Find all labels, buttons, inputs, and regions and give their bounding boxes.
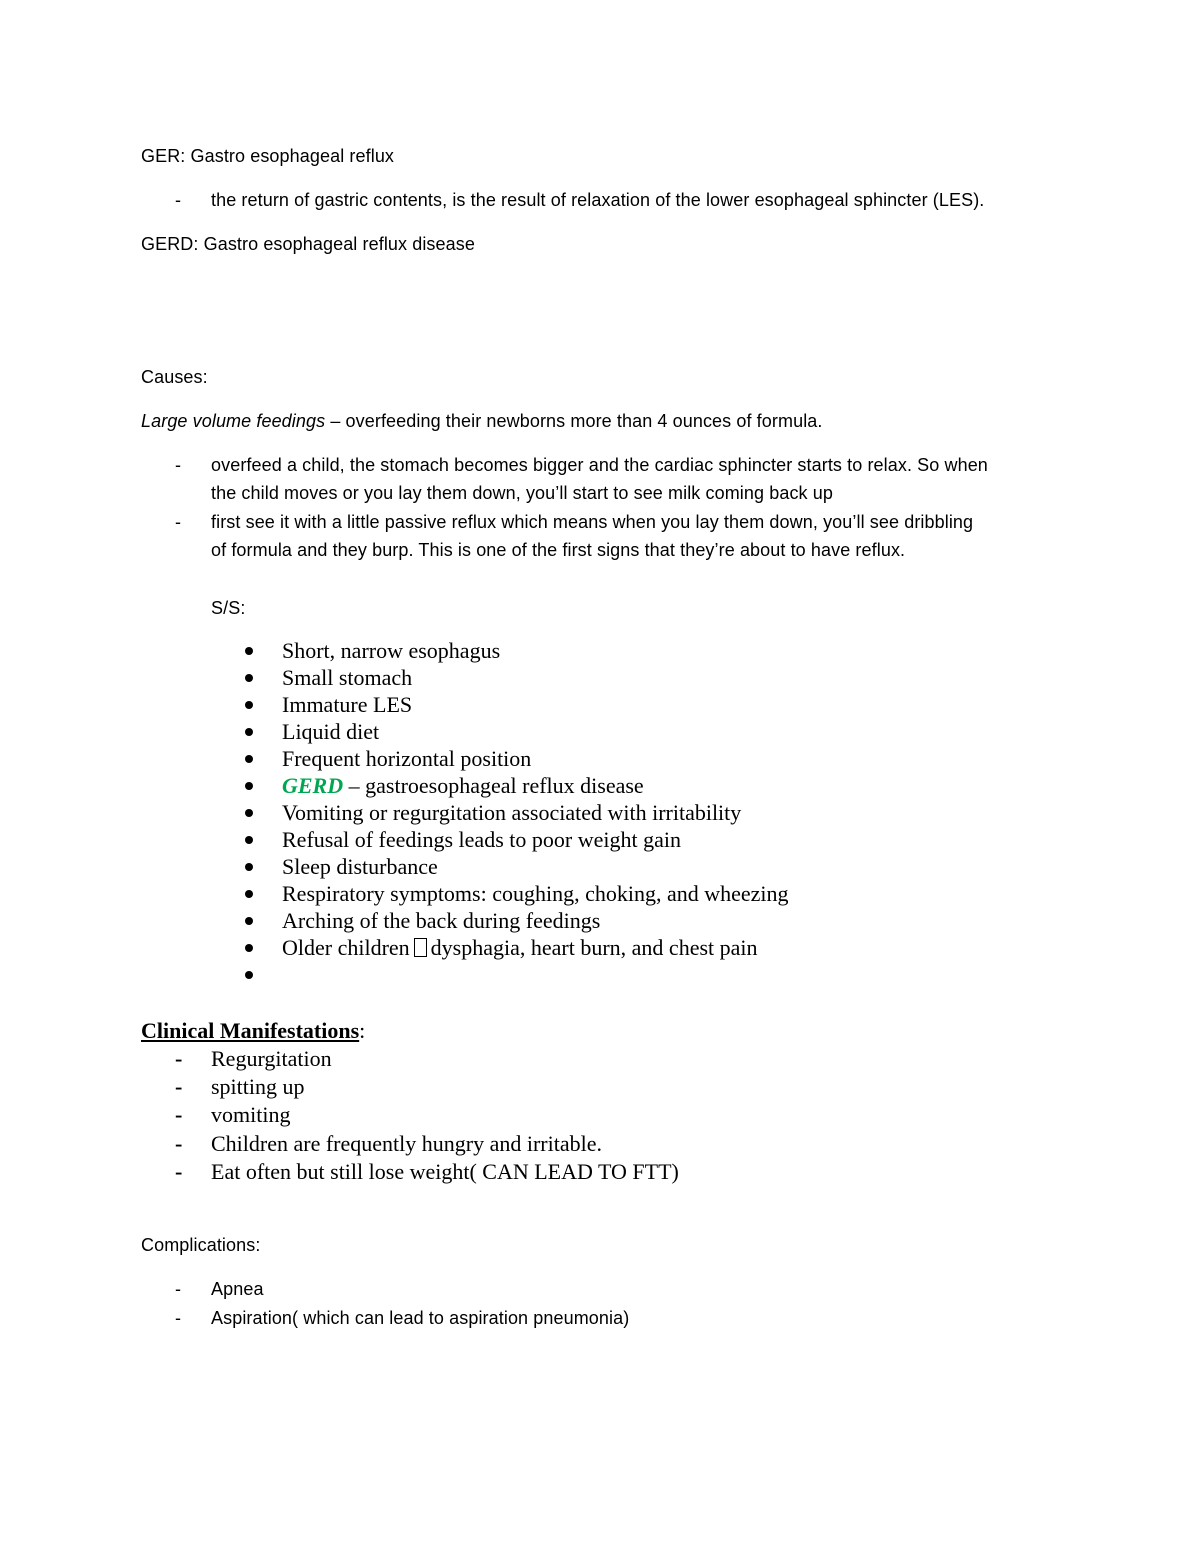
causes-point-2-line-2: of formula and they burp. This is one of the first signs that they’re about to have reflux. [211, 540, 906, 560]
complications-label: Complications: [141, 1235, 261, 1255]
dash-marker: - [175, 1102, 183, 1127]
ger-definition: the return of gastric contents, is the result of relaxation of the lower esophageal sphincter (LES). [211, 190, 985, 210]
bullet-dot [245, 647, 253, 655]
bullet-dot [245, 809, 253, 817]
ss-item: Short, narrow esophagus [282, 638, 501, 663]
bullet-dot [245, 728, 253, 736]
ss-item: Vomiting or regurgitation associated with irritability [282, 800, 742, 825]
missing-glyph-box-icon [414, 938, 427, 957]
bullet-dot [245, 674, 253, 682]
causes-point-2-line-1: first see it with a little passive reflux which means when you lay them down, you’ll see dribbling [211, 512, 974, 532]
bullet-dot [245, 971, 253, 979]
ss-item: Liquid diet [282, 719, 380, 744]
causes-point-1-line-1: overfeed a child, the stomach becomes bigger and the cardiac sphincter starts to relax. So when [211, 455, 988, 475]
complications-item: Aspiration( which can lead to aspiration pneumonia) [211, 1308, 630, 1328]
clinical-item: Children are frequently hungry and irritable. [211, 1131, 602, 1156]
dash-marker: - [175, 1159, 183, 1184]
clinical-heading-colon: : [359, 1018, 366, 1043]
older-children-prefix: Older children [282, 935, 410, 960]
ger-title: GER: Gastro esophageal reflux [141, 146, 395, 166]
clinical-heading: Clinical Manifestations [141, 1018, 360, 1043]
clinical-item: Regurgitation [211, 1046, 332, 1071]
ss-item: Immature LES [282, 692, 413, 717]
large-volume-line [141, 407, 823, 435]
causes-label: Causes: [141, 367, 208, 387]
bullet-dot [245, 890, 253, 898]
bullet-dot [245, 863, 253, 871]
bullet-dot [245, 755, 253, 763]
ss-item: Sleep disturbance [282, 854, 438, 879]
ss-item: Frequent horizontal position [282, 746, 532, 771]
ss-item: Small stomach [282, 665, 413, 690]
bullet-dot [245, 701, 253, 709]
ss-item-gerd [282, 772, 644, 799]
dash-marker: - [175, 1308, 182, 1328]
gerd-term: GERD [282, 773, 344, 798]
dash-marker: - [175, 455, 182, 475]
clinical-item: vomiting [211, 1102, 291, 1127]
gerd-title: GERD: Gastro esophageal reflux disease [141, 234, 475, 254]
causes-point-1-line-2: the child moves or you lay them down, you’ll start to see milk coming back up [211, 483, 833, 503]
dash-marker: - [175, 1046, 183, 1071]
dash-marker: - [175, 190, 182, 210]
bullet-dot [245, 917, 253, 925]
ss-label: S/S: [211, 598, 246, 618]
complications-item: Apnea [211, 1279, 264, 1299]
ss-item: Refusal of feedings leads to poor weight gain [282, 827, 681, 852]
ss-item-older-children [282, 934, 758, 961]
clinical-item: Eat often but still lose weight( CAN LEAD TO FTT) [211, 1159, 679, 1184]
large-volume-term: Large volume feedings [141, 411, 326, 431]
bullet-dot [245, 782, 253, 790]
dash-marker: - [175, 512, 182, 532]
bullet-dot [245, 836, 253, 844]
older-children-suffix: dysphagia, heart burn, and chest pain [430, 935, 758, 960]
clinical-heading-line [141, 1017, 365, 1044]
dash-marker: - [175, 1279, 182, 1299]
gerd-desc: – gastroesophageal reflux disease [343, 773, 644, 798]
clinical-item: spitting up [211, 1074, 305, 1099]
dash-marker: - [175, 1074, 183, 1099]
ss-item: Respiratory symptoms: coughing, choking, and wheezing [282, 881, 789, 906]
ss-item: Arching of the back during feedings [282, 908, 601, 933]
dash-marker: - [175, 1131, 183, 1156]
large-volume-desc: – overfeeding their newborns more than 4 ounces of formula. [325, 411, 823, 431]
bullet-dot [245, 944, 253, 952]
